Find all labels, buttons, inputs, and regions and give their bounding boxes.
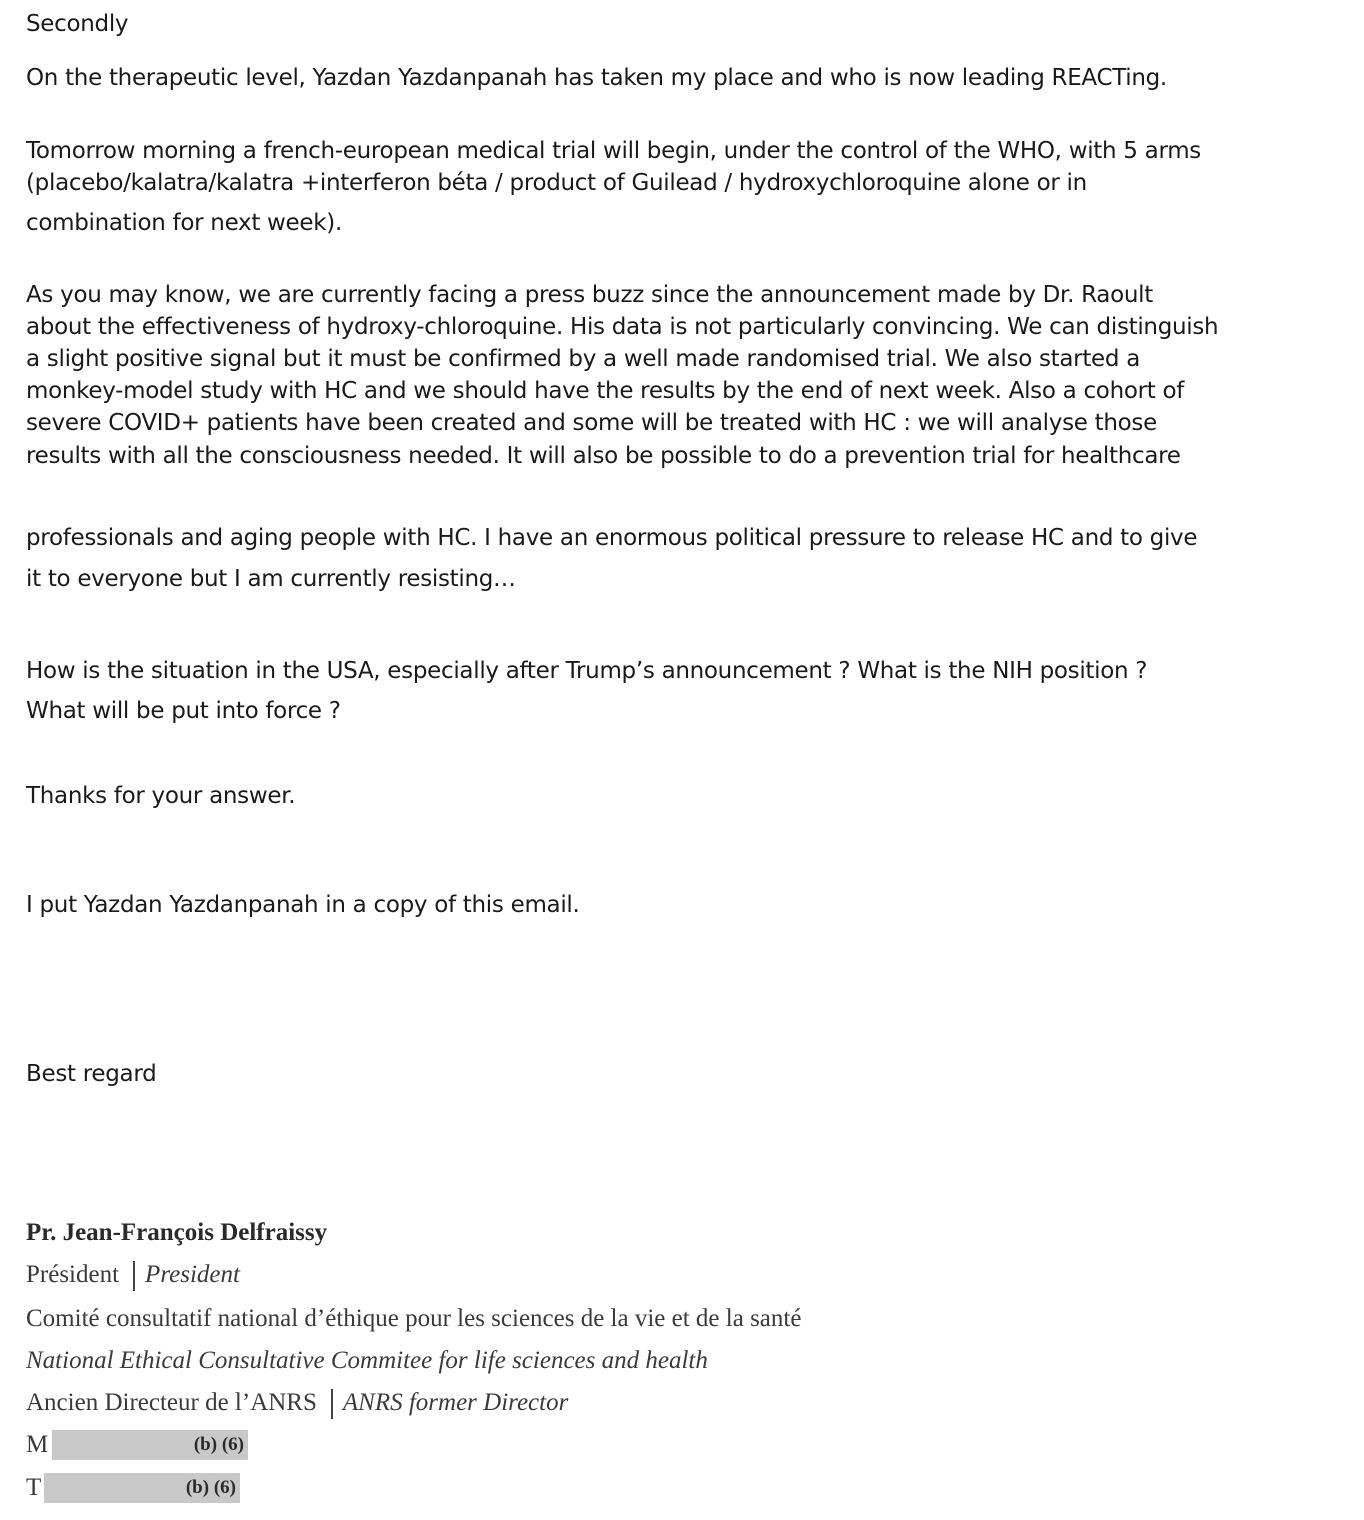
signature-org-english: National Ethical Consultative Commitee for life sciences and health xyxy=(26,1347,708,1374)
signature-org-french: Comité consultatif national d’éthique pour les sciences de la vie et de la santé xyxy=(26,1305,802,1332)
body-line: What will be put into force ? xyxy=(26,698,341,724)
body-line: a slight positive signal but it must be confirmed by a well made randomised trial. We also started a xyxy=(26,346,1141,372)
signature-name: Pr. Jean-François Delfraissy xyxy=(26,1219,328,1246)
body-line: results with all the consciousness needed. It will also be possible to do a prevention trial for healthcare xyxy=(26,443,1181,469)
body-line: How is the situation in the USA, especially after Trump’s announcement ? What is the NIH position ? xyxy=(26,658,1148,684)
body-line: about the effectiveness of hydroxy-chloroquine. His data is not particularly convincing. We can distinguish xyxy=(26,314,1219,340)
body-line: On the therapeutic level, Yazdan Yazdanpanah has taken my place and who is now leading REACTing. xyxy=(26,65,1167,91)
body-line: As you may know, we are currently facing a press buzz since the announcement made by Dr. Raoult xyxy=(26,282,1153,308)
former-english: ANRS former Director xyxy=(342,1389,569,1416)
body-line: I put Yazdan Yazdanpanah in a copy of this email. xyxy=(26,892,580,918)
body-line: Tomorrow morning a french-european medical trial will begin, under the control of the WHO, with 5 arms xyxy=(26,138,1201,164)
body-line: monkey-model study with HC and we should have the results by the end of next week. Also a cohort of xyxy=(26,378,1185,404)
closing-line: Best regard xyxy=(26,1061,157,1087)
former-french: Ancien Directeur de l’ANRS xyxy=(26,1389,317,1416)
mobile-redaction: (b) (6) xyxy=(52,1430,248,1460)
paragraph-heading: Secondly xyxy=(26,11,129,37)
body-line: it to everyone but I am currently resisting… xyxy=(26,566,516,592)
body-line: Thanks for your answer. xyxy=(26,783,296,809)
mobile-label: M xyxy=(26,1431,49,1458)
title-french: Président xyxy=(26,1261,120,1288)
body-line: professionals and aging people with HC. I have an enormous political pressure to release HC and to give xyxy=(26,525,1198,551)
separator-bar xyxy=(133,1261,135,1291)
separator-bar xyxy=(331,1389,333,1419)
body-line: (placebo/kalatra/kalatra +interferon béta / product of Guilead / hydroxychloroquine alone or in xyxy=(26,170,1087,196)
signature-title xyxy=(26,1260,240,1291)
title-english: President xyxy=(145,1261,240,1288)
body-line: severe COVID+ patients have been created and some will be treated with HC : we will analyse those xyxy=(26,410,1157,436)
body-line: combination for next week). xyxy=(26,210,342,236)
signature-former xyxy=(26,1388,568,1419)
phone-redaction: (b) (6) xyxy=(44,1473,240,1503)
phone-label: T xyxy=(26,1474,42,1501)
